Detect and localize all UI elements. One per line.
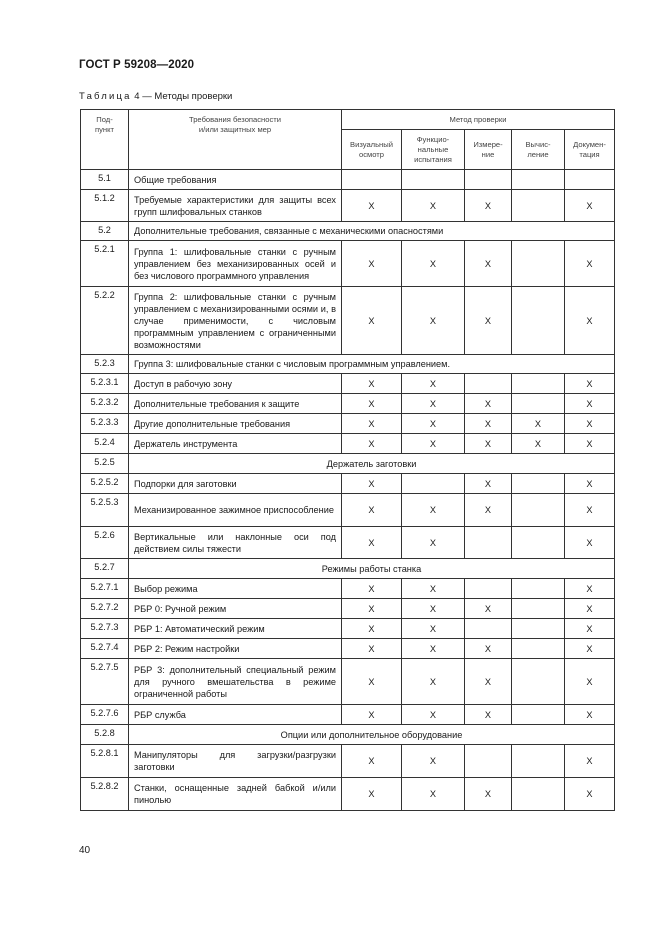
row-requirement-text: Группа 2: шлифовальные станки с ручным управлением с механизированными осями и, в случае применимости, с числовым программным управлением с ограниченными возможностями bbox=[129, 287, 342, 355]
row-method-mark bbox=[512, 745, 565, 778]
row-method-mark: X bbox=[402, 287, 465, 355]
row-method-mark: X bbox=[465, 414, 512, 434]
row-subclause-number: 5.2.5.2 bbox=[81, 474, 129, 494]
row-method-mark: X bbox=[402, 241, 465, 287]
row-subclause-number: 5.2.1 bbox=[81, 241, 129, 287]
table-row bbox=[81, 778, 615, 811]
row-subclause-number: 5.1.2 bbox=[81, 190, 129, 222]
table-row bbox=[81, 559, 615, 579]
table-row bbox=[81, 599, 615, 619]
row-method-mark: X bbox=[565, 659, 615, 705]
row-method-mark bbox=[512, 705, 565, 725]
row-requirement-text: Режимы работы станка bbox=[129, 559, 615, 579]
table-row bbox=[81, 414, 615, 434]
header-requirements: Требования безопасности и/или защитных мер bbox=[129, 110, 342, 170]
row-subclause-number: 5.2.7.5 bbox=[81, 659, 129, 705]
row-method-mark: X bbox=[465, 190, 512, 222]
row-method-mark bbox=[402, 474, 465, 494]
row-subclause-number: 5.2.8 bbox=[81, 725, 129, 745]
row-requirement-text: РБР 3: дополнительный специальный режим для ручного вмешательства в режиме ограниченной работы bbox=[129, 659, 342, 705]
row-subclause-number: 5.2.3 bbox=[81, 355, 129, 374]
row-method-mark: X bbox=[465, 639, 512, 659]
row-requirement-text: Выбор режима bbox=[129, 579, 342, 599]
row-method-mark: X bbox=[342, 659, 402, 705]
row-method-mark bbox=[402, 170, 465, 190]
row-method-mark: X bbox=[402, 778, 465, 811]
row-method-mark: X bbox=[342, 778, 402, 811]
table-row bbox=[81, 474, 615, 494]
row-method-mark: X bbox=[402, 414, 465, 434]
table-row bbox=[81, 454, 615, 474]
table-row bbox=[81, 579, 615, 599]
row-method-mark: X bbox=[565, 599, 615, 619]
table-caption bbox=[79, 91, 232, 102]
row-method-mark: X bbox=[342, 579, 402, 599]
page-number: 40 bbox=[79, 845, 91, 856]
row-subclause-number: 5.2.5 bbox=[81, 454, 129, 474]
row-method-mark: X bbox=[565, 579, 615, 599]
row-requirement-text: Вертикальные или наклонные оси под действием силы тяжести bbox=[129, 527, 342, 559]
row-method-mark: X bbox=[402, 639, 465, 659]
row-method-mark: X bbox=[565, 374, 615, 394]
header-method-documentation: Докумен- тация bbox=[565, 130, 615, 170]
row-method-mark bbox=[342, 170, 402, 190]
row-method-mark: X bbox=[342, 705, 402, 725]
row-method-mark: X bbox=[465, 778, 512, 811]
row-requirement-text: Требуемые характеристики для защиты всех групп шлифовальных станков bbox=[129, 190, 342, 222]
row-method-mark bbox=[512, 579, 565, 599]
row-requirement-text: Держатель инструмента bbox=[129, 434, 342, 454]
row-method-mark: X bbox=[342, 414, 402, 434]
row-method-mark bbox=[512, 474, 565, 494]
row-method-mark bbox=[465, 745, 512, 778]
row-subclause-number: 5.2.3.3 bbox=[81, 414, 129, 434]
row-method-mark: X bbox=[512, 434, 565, 454]
row-method-mark: X bbox=[565, 394, 615, 414]
row-method-mark bbox=[465, 527, 512, 559]
row-method-mark bbox=[512, 394, 565, 414]
row-method-mark: X bbox=[565, 287, 615, 355]
table-body bbox=[81, 170, 615, 811]
row-requirement-text: Держатель заготовки bbox=[129, 454, 615, 474]
row-method-mark: X bbox=[402, 619, 465, 639]
row-method-mark: X bbox=[342, 241, 402, 287]
table-row bbox=[81, 725, 615, 745]
table-row bbox=[81, 639, 615, 659]
table-row bbox=[81, 745, 615, 778]
row-method-mark: X bbox=[342, 745, 402, 778]
table-row bbox=[81, 355, 615, 374]
row-method-mark bbox=[512, 527, 565, 559]
row-method-mark: X bbox=[465, 394, 512, 414]
row-method-mark bbox=[512, 374, 565, 394]
row-requirement-text: Группа 3: шлифовальные станки с числовым программным управлением. bbox=[129, 355, 615, 374]
row-method-mark: X bbox=[402, 190, 465, 222]
table-row bbox=[81, 241, 615, 287]
row-requirement-text: Станки, оснащенные задней бабкой и/или пинолью bbox=[129, 778, 342, 811]
row-subclause-number: 5.2.8.1 bbox=[81, 745, 129, 778]
row-method-mark: X bbox=[565, 705, 615, 725]
row-method-mark: X bbox=[342, 434, 402, 454]
row-method-mark: X bbox=[565, 434, 615, 454]
row-method-mark: X bbox=[342, 494, 402, 527]
row-method-mark: X bbox=[565, 494, 615, 527]
table-row bbox=[81, 394, 615, 414]
row-method-mark: X bbox=[342, 639, 402, 659]
row-subclause-number: 5.2.4 bbox=[81, 434, 129, 454]
row-requirement-text: РБР 2: Режим настройки bbox=[129, 639, 342, 659]
row-method-mark: X bbox=[565, 745, 615, 778]
row-method-mark: X bbox=[402, 394, 465, 414]
table-row bbox=[81, 434, 615, 454]
row-method-mark bbox=[512, 190, 565, 222]
row-method-mark: X bbox=[342, 394, 402, 414]
row-subclause-number: 5.2.8.2 bbox=[81, 778, 129, 811]
header-method-visual: Визуальный осмотр bbox=[342, 130, 402, 170]
verification-methods-table bbox=[80, 109, 615, 811]
table-caption-text: 4 — Методы проверки bbox=[134, 91, 233, 102]
row-subclause-number: 5.2 bbox=[81, 222, 129, 241]
table-row bbox=[81, 494, 615, 527]
row-method-mark: X bbox=[402, 494, 465, 527]
table-row bbox=[81, 374, 615, 394]
row-method-mark: X bbox=[402, 599, 465, 619]
document-standard-title: ГОСТ Р 59208—2020 bbox=[79, 59, 195, 71]
row-method-mark: X bbox=[402, 527, 465, 559]
row-subclause-number: 5.2.7 bbox=[81, 559, 129, 579]
row-method-mark: X bbox=[565, 190, 615, 222]
row-method-mark: X bbox=[402, 374, 465, 394]
row-subclause-number: 5.2.7.1 bbox=[81, 579, 129, 599]
row-method-mark: X bbox=[465, 659, 512, 705]
row-subclause-number: 5.1 bbox=[81, 170, 129, 190]
row-method-mark: X bbox=[565, 639, 615, 659]
row-method-mark: X bbox=[342, 287, 402, 355]
row-method-mark bbox=[512, 639, 565, 659]
row-method-mark: X bbox=[402, 659, 465, 705]
row-method-mark bbox=[512, 778, 565, 811]
row-method-mark: X bbox=[402, 705, 465, 725]
row-method-mark bbox=[512, 599, 565, 619]
row-method-mark bbox=[512, 287, 565, 355]
row-method-mark bbox=[512, 241, 565, 287]
row-method-mark: X bbox=[465, 705, 512, 725]
row-requirement-text: Общие требования bbox=[129, 170, 342, 190]
row-method-mark bbox=[465, 579, 512, 599]
table-row bbox=[81, 527, 615, 559]
row-method-mark: X bbox=[402, 434, 465, 454]
row-subclause-number: 5.2.5.3 bbox=[81, 494, 129, 527]
row-method-mark: X bbox=[565, 414, 615, 434]
row-subclause-number: 5.2.7.2 bbox=[81, 599, 129, 619]
row-subclause-number: 5.2.3.1 bbox=[81, 374, 129, 394]
row-method-mark bbox=[565, 170, 615, 190]
row-method-mark bbox=[465, 619, 512, 639]
row-subclause-number: 5.2.3.2 bbox=[81, 394, 129, 414]
table-row bbox=[81, 222, 615, 241]
row-method-mark: X bbox=[402, 579, 465, 599]
row-requirement-text: Другие дополнительные требования bbox=[129, 414, 342, 434]
row-method-mark bbox=[512, 170, 565, 190]
row-subclause-number: 5.2.7.6 bbox=[81, 705, 129, 725]
table-caption-label: Таблица bbox=[79, 91, 132, 102]
row-method-mark: X bbox=[342, 599, 402, 619]
row-method-mark bbox=[465, 170, 512, 190]
row-method-mark: X bbox=[565, 241, 615, 287]
table-row bbox=[81, 190, 615, 222]
row-subclause-number: 5.2.6 bbox=[81, 527, 129, 559]
row-method-mark: X bbox=[342, 527, 402, 559]
row-method-mark: X bbox=[565, 619, 615, 639]
row-requirement-text: Группа 1: шлифовальные станки с ручным управлением без механизированных осей и без числового программного управления bbox=[129, 241, 342, 287]
row-method-mark bbox=[512, 659, 565, 705]
row-requirement-text: Дополнительные требования, связанные с механическими опасностями bbox=[129, 222, 615, 241]
row-method-mark: X bbox=[465, 287, 512, 355]
row-subclause-number: 5.2.7.4 bbox=[81, 639, 129, 659]
row-method-mark: X bbox=[465, 241, 512, 287]
row-requirement-text: РБР 0: Ручной режим bbox=[129, 599, 342, 619]
row-requirement-text: Опции или дополнительное оборудование bbox=[129, 725, 615, 745]
row-requirement-text: Манипуляторы для загрузки/разгрузки заготовки bbox=[129, 745, 342, 778]
row-requirement-text: РБР служба bbox=[129, 705, 342, 725]
table-row bbox=[81, 287, 615, 355]
table-row bbox=[81, 659, 615, 705]
row-requirement-text: Механизированное зажимное приспособление bbox=[129, 494, 342, 527]
row-method-mark: X bbox=[465, 494, 512, 527]
row-method-mark: X bbox=[342, 474, 402, 494]
table-row bbox=[81, 705, 615, 725]
table-row bbox=[81, 170, 615, 190]
header-method-functional: Функцио- нальные испытания bbox=[402, 130, 465, 170]
row-requirement-text: Дополнительные требования к защите bbox=[129, 394, 342, 414]
header-method-measurement: Измере- ние bbox=[465, 130, 512, 170]
row-method-mark: X bbox=[512, 414, 565, 434]
header-method-calculation: Вычис- ление bbox=[512, 130, 565, 170]
row-subclause-number: 5.2.2 bbox=[81, 287, 129, 355]
row-method-mark: X bbox=[342, 190, 402, 222]
row-method-mark: X bbox=[565, 527, 615, 559]
row-method-mark bbox=[465, 374, 512, 394]
row-method-mark bbox=[512, 494, 565, 527]
header-subclause: Под- пункт bbox=[81, 110, 129, 170]
row-method-mark: X bbox=[342, 619, 402, 639]
row-requirement-text: РБР 1: Автоматический режим bbox=[129, 619, 342, 639]
row-requirement-text: Доступ в рабочую зону bbox=[129, 374, 342, 394]
table-row bbox=[81, 619, 615, 639]
row-method-mark bbox=[512, 619, 565, 639]
row-method-mark: X bbox=[565, 778, 615, 811]
row-method-mark: X bbox=[342, 374, 402, 394]
row-method-mark: X bbox=[402, 745, 465, 778]
row-method-mark: X bbox=[565, 474, 615, 494]
row-method-mark: X bbox=[465, 434, 512, 454]
row-requirement-text: Подпорки для заготовки bbox=[129, 474, 342, 494]
row-method-mark: X bbox=[465, 474, 512, 494]
header-verification-method: Метод проверки bbox=[342, 110, 615, 130]
row-subclause-number: 5.2.7.3 bbox=[81, 619, 129, 639]
row-method-mark: X bbox=[465, 599, 512, 619]
